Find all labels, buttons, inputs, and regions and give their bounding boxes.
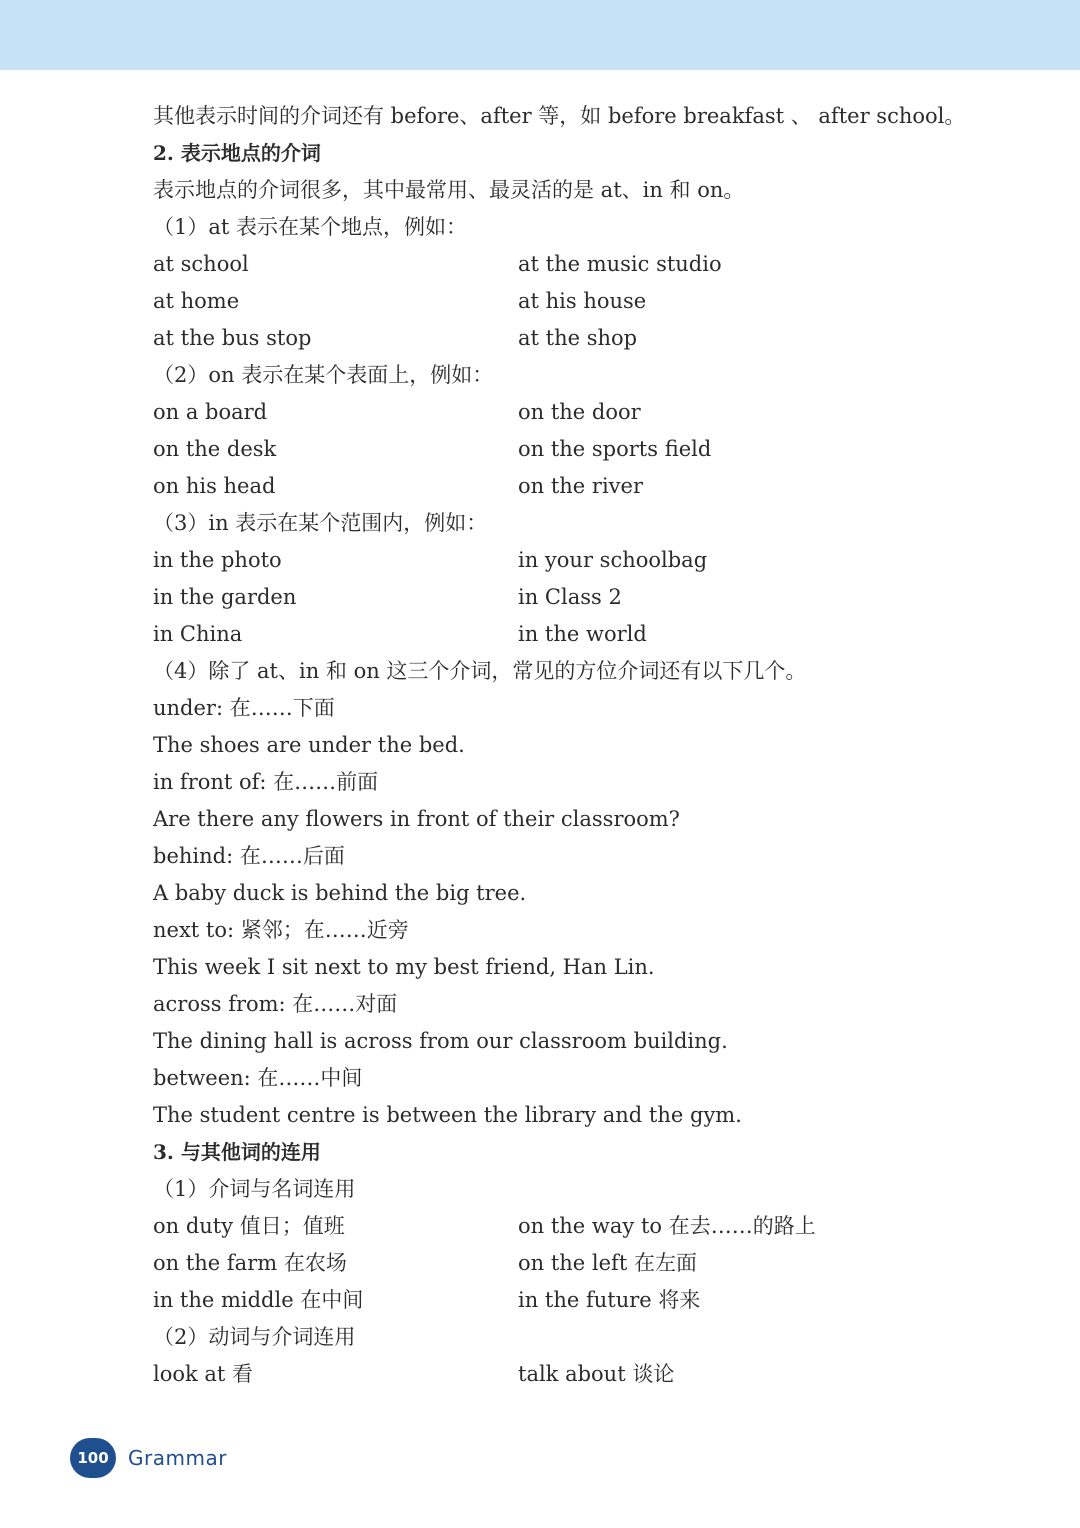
in-usage-label: （3）in 表示在某个范围内，例如： [153, 511, 488, 535]
example-left: on duty 值日；值班 [153, 1214, 345, 1238]
example-right: in the world [518, 622, 647, 646]
example-row [153, 320, 1013, 357]
example-right: at his house [518, 289, 647, 313]
intro-text: 其他表示时间的介词还有 before、after 等，如 before breakfast 、 after school。 [153, 104, 966, 128]
preposition-example: The dining hall is across from our classroom building. [153, 1029, 728, 1053]
example-row [153, 1208, 1013, 1245]
preposition-example: Are there any flowers in front of their classroom? [153, 807, 680, 831]
example-left: look at 看 [153, 1362, 254, 1386]
example-row [153, 1356, 1013, 1393]
example-row [153, 283, 1013, 320]
example-right: in the future 将来 [518, 1288, 701, 1312]
other-prepositions-label: （4）除了 at、in 和 on 这三个介词，常见的方位介词还有以下几个。 [153, 659, 807, 683]
example-right: on the way to 在去……的路上 [518, 1214, 816, 1238]
example-left: in the garden [153, 585, 297, 609]
example-right: on the river [518, 474, 643, 498]
preposition-example: The student centre is between the library and the gym. [153, 1103, 742, 1127]
example-right: on the door [518, 400, 641, 424]
preposition-term: in front of: 在……前面 [153, 770, 379, 794]
example-row [153, 246, 1013, 283]
example-row [153, 1282, 1013, 1319]
noun-collocation-label: （1）介词与名词连用 [153, 1177, 356, 1201]
preposition-term: under: 在……下面 [153, 696, 335, 720]
section-2-heading: 2. 表示地点的介词 [153, 141, 321, 165]
preposition-example: This week I sit next to my best friend, Han Lin. [153, 955, 655, 979]
header-band [0, 0, 1080, 70]
example-row [153, 542, 1013, 579]
at-usage-label: （1）at 表示在某个地点，例如： [153, 215, 467, 239]
section-3-heading: 3. 与其他词的连用 [153, 1140, 321, 1164]
page-number-badge: 100 [70, 1438, 116, 1478]
preposition-term: behind: 在……后面 [153, 844, 345, 868]
example-right: in your schoolbag [518, 548, 708, 572]
example-left: on his head [153, 474, 276, 498]
example-right: in Class 2 [518, 585, 622, 609]
example-row [153, 579, 1013, 616]
example-right: at the music studio [518, 252, 722, 276]
example-row [153, 468, 1013, 505]
example-right: on the left 在左面 [518, 1251, 697, 1275]
preposition-term: across from: 在……对面 [153, 992, 398, 1016]
example-row [153, 1245, 1013, 1282]
example-left: on the desk [153, 437, 277, 461]
example-left: at home [153, 289, 240, 313]
preposition-term: next to: 紧邻；在……近旁 [153, 918, 409, 942]
section-label: Grammar [128, 1446, 227, 1470]
preposition-term: between: 在……中间 [153, 1066, 363, 1090]
on-usage-label: （2）on 表示在某个表面上，例如： [153, 363, 494, 387]
page-footer [70, 1436, 227, 1480]
example-right: at the shop [518, 326, 638, 350]
example-right: talk about 谈论 [518, 1362, 675, 1386]
example-left: at the bus stop [153, 326, 312, 350]
example-left: on a board [153, 400, 268, 424]
preposition-example: A baby duck is behind the big tree. [153, 881, 527, 905]
example-row [153, 394, 1013, 431]
example-right: on the sports field [518, 437, 712, 461]
example-row [153, 616, 1013, 653]
section-2-description: 表示地点的介词很多，其中最常用、最灵活的是 at、in 和 on。 [153, 178, 745, 202]
verb-collocation-label: （2）动词与介词连用 [153, 1325, 356, 1349]
example-left: at school [153, 252, 249, 276]
example-left: in the middle 在中间 [153, 1288, 364, 1312]
example-row [153, 431, 1013, 468]
example-left: in China [153, 622, 243, 646]
example-left: on the farm 在农场 [153, 1251, 347, 1275]
preposition-example: The shoes are under the bed. [153, 733, 465, 757]
example-left: in the photo [153, 548, 282, 572]
page-body [153, 98, 1013, 1393]
